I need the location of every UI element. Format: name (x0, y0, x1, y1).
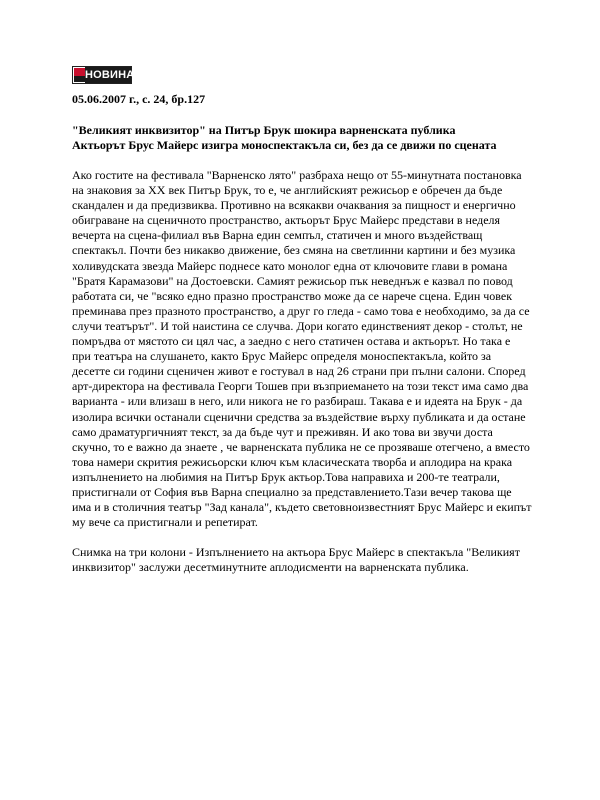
article-subtitle: Актьорът Брус Майерс изигра моноспектакъла си, без да се движи по сцената (72, 137, 497, 152)
logo-text: НОВИНАР (85, 69, 142, 81)
article-title: "Великият инквизитор" на Питър Брук шокира варненската публика (72, 123, 456, 137)
newspaper-logo (72, 66, 142, 84)
article-body: Ако гостите на фестивала "Варненско лято" разбраха нещо от 55-минутната постановка на знаковия за ХХ век Питър Брук, то е, че английският режисьор е обречен да бъде скандален и да предизвиква. Противно на всякакви очаквания за пищност и енергично обиграване на сценичното пространство, актьорът Брус Майерс представи в неделя вечерта на сцена-филиал във Варна един семпъл, статичен и много въздействащ спектакъл. Почти без никакво движение, без смяна на светлинни картини и без музика холивудската звезда Майерс поднесе като монолог една от ключовите глави в романа "Братя Карамазови" на Достоевски. Самият режисьор пък неведнъж е казвал по повод работата си, че "всяко едно празно пространство може да се нарече сцена. Един човек преминава през празното пространство, а друг го гледа - само това е необходимо, за да се случи театърът". И той наистина се случва. Дори когато единственият декор - столът, не помръдва от мястото си цял час, а заедно с него статичен остава и актьорът. Но така е при театъра на слушането, както Брус Майерс определя моноспектакъла, който за десетте си години сценичен живот е гостувал в над 26 страни при пълни салони. Според арт-директора на фестивала Георги Тошев при възприемането на този текст има само два варианта - или влизаш в него, или никога не го разбираш. Такава е и идеята на Брук - да изолира всички останали сценични средства за въздействие върху публиката и да остане само драматургичният текст, за да бъде чут и преживян. И ако това ви звучи доста скучно, то е важно да знаете , че варненската публика не се прозяваше отегчено, а вместо това намери скрития режисьорски ключ към класическата творба и аплодира на крака изпълнението на любимия на Питър Брук актьор.Това направиха и 200-те театрали, пристигнали от София във Варна специално за представлението.Тази вечер такова ще има и в столичния театър "Зад канала", където световноизвестният Брус Майерс и екипът му вече са пристигнали и репетират. (72, 168, 532, 530)
publication-date: 05.06.2007 г., с. 24, бр.127 (72, 92, 206, 106)
article-headline (72, 123, 532, 152)
document-page (72, 66, 532, 575)
photo-caption: Снимка на три колони - Изпълнението на актьора Брус Майерс в спектакъла "Великият инквизитор" заслужи десетминутните аплодисменти на варненската публика. (72, 545, 520, 575)
